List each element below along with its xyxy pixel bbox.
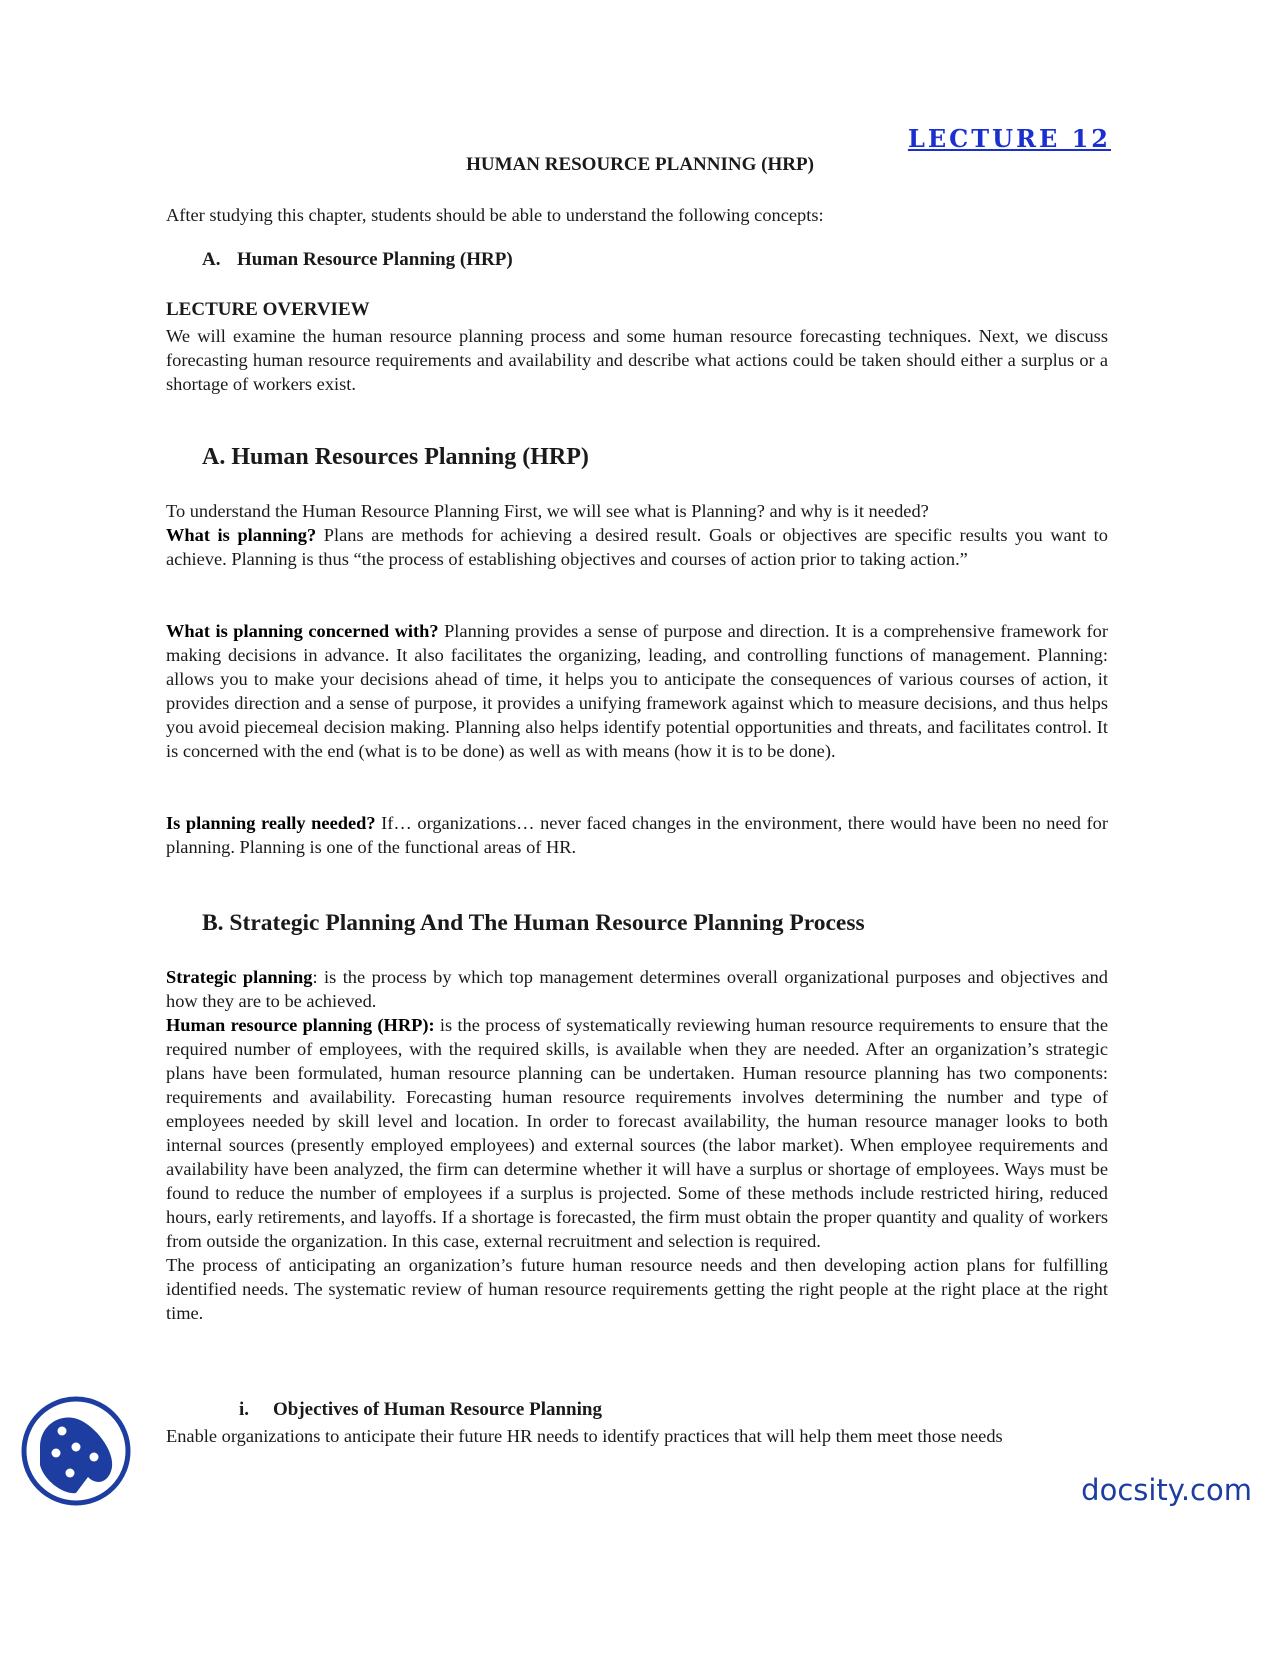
document-title: HUMAN RESOURCE PLANNING (HRP): [466, 154, 814, 175]
definition-planning-needed: If… organizations… never faced changes in the environment, there would have been no need for planning. Planning is one of the functional areas of HR.: [166, 813, 1108, 857]
overview-heading: LECTURE OVERVIEW: [166, 299, 370, 320]
footer-brand-link[interactable]: docsity.com: [1081, 1473, 1252, 1507]
hrp-process-text: The process of anticipating an organization’s future human resource needs and then developing action plans for fulfilling identified needs. The systematic review of human resource requirements getting the right people at the right place at the right time.: [166, 1255, 1108, 1323]
section-b-heading: B. Strategic Planning And The Human Resource Planning Process: [202, 910, 865, 936]
intro-text: After studying this chapter, students should be able to understand the following concepts:: [166, 205, 824, 225]
section-b-paragraph: [166, 965, 1108, 1325]
section-a-lead: To understand the Human Resource Planning First, we will see what is Planning? and why is it needed?: [166, 501, 929, 521]
term-what-is-planning: What is planning?: [166, 525, 317, 545]
subheading-marker: i.: [239, 1399, 250, 1420]
lecture-label: LECTURE 12: [907, 124, 1111, 153]
definition-hrp: is the process of systematically reviewing human resource requirements to ensure that the required number of employees, with the required skills, is available when they are needed. After an organization’s strategic plans have been formulated, human resource planning can be undertaken. Human resource planning has two components: requirements and availability. Forecasting human resource requirements involves determining the number and type of employees needed by skill level and location. In order to forecast availability, the human resource manager looks to both internal sources (presently employed employees) and external sources (the labor market). When employee requirements and availability have been analyzed, the firm can determine whether it will have a surplus or shortage of employees. Ways must be found to reduce the number of employees if a surplus is projected. Some of these methods include restricted hiring, reduced hours, early retirements, and layoffs. If a shortage is forecasted, the firm must obtain the proper quantity and quality of workers from outside the organization. In this case, external recruitment and selection is required.: [166, 1015, 1108, 1251]
outline-item: [202, 249, 513, 271]
term-planning-concerned: What is planning concerned with?: [166, 621, 439, 641]
docsity-logo-icon: [20, 1395, 132, 1507]
section-a-paragraph-2: [166, 619, 1108, 763]
section-a-heading: A. Human Resources Planning (HRP): [202, 444, 589, 470]
objectives-subheading: [239, 1399, 602, 1421]
definition-what-is-planning: Plans are methods for achieving a desired result. Goals or objectives are specific results you want to achieve. Planning is thus “the process of establishing objectives and courses of action prior to taking action.”: [166, 525, 1108, 569]
objectives-text: Enable organizations to anticipate their future HR needs to identify practices that will help them meet those needs: [166, 1426, 1003, 1446]
definition-strategic-planning: : is the process by which top management determines overall organizational purposes and objectives and how they are to be achieved.: [166, 967, 1108, 1011]
overview-text: We will examine the human resource planning process and some human resource forecasting techniques. Next, we discuss forecasting human resource requirements and availability and describe what actions could be taken should either a surplus or a shortage of workers exist.: [166, 326, 1108, 394]
section-a-paragraph-1: [166, 499, 1108, 571]
term-strategic-planning: Strategic planning: [166, 967, 313, 987]
definition-planning-concerned: Planning provides a sense of purpose and direction. It is a comprehensive framework for making decisions in advance. It also facilitates the organizing, leading, and controlling functions of management. Planning: allows you to make your decisions ahead of time, it helps you to anticipate the consequences of various courses of action, it provides direction and a sense of purpose, it provides a unifying framework against which to measure decisions, and thus helps you avoid piecemeal decision making. Planning also helps identify potential opportunities and threats, and facilitates control. It is concerned with the end (what is to be done) as well as with means (how it is to be done).: [166, 621, 1108, 761]
term-planning-needed: Is planning really needed?: [166, 813, 376, 833]
section-a-paragraph-3: [166, 811, 1108, 859]
subheading-label: Objectives of Human Resource Planning: [273, 1399, 602, 1420]
term-hrp: Human resource planning (HRP):: [166, 1015, 435, 1035]
outline-marker: A.: [202, 249, 221, 270]
outline-label: Human Resource Planning (HRP): [237, 249, 513, 270]
